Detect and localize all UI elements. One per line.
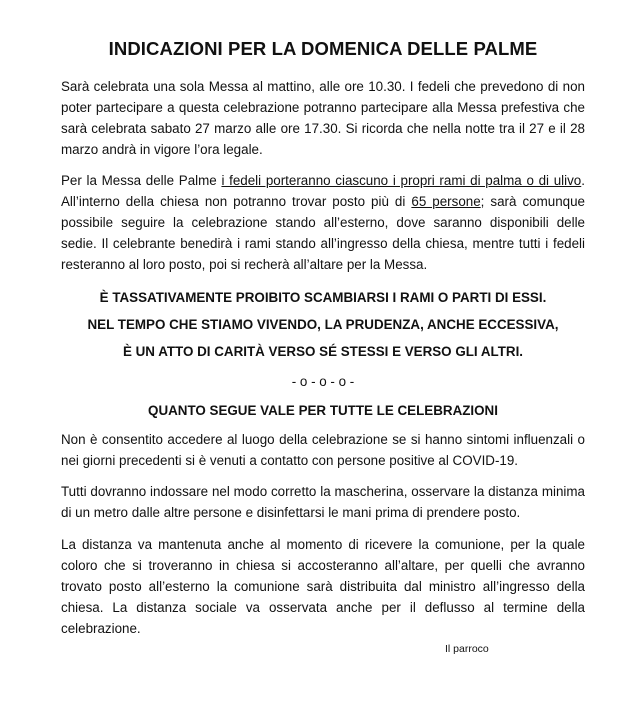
warning-line-2: NEL TEMPO CHE STIAMO VIVENDO, LA PRUDENZA, ANCHE ECCESSIVA, [87, 317, 559, 332]
paragraph-masks: Tutti dovranno indossare nel modo corretto la mascherina, osservare la distanza minima di un metro dalle altre persone e disinfettarsi le mani prima di prendere posto. [61, 484, 585, 520]
warning-line-3: È UN ATTO DI CARITÀ VERSO SÉ STESSI E VERSO GLI ALTRI. [122, 344, 524, 359]
section-subtitle: QUANTO SEGUE VALE PER TUTTE LE CELEBRAZIONI [148, 403, 498, 418]
separator: - o - o - o - [291, 374, 355, 389]
warning-line-1: È TASSATIVAMENTE PROIBITO SCAMBIARSI I RAMI O PARTI DI ESSI. [99, 290, 547, 305]
paragraph-palm-sunday [61, 170, 585, 275]
p2-underlined-branches: i fedeli porteranno ciascuno i propri rami di palma o di ulivo [221, 173, 582, 188]
p2-text-c: ; sarà comunque possibile seguire la celebrazione stando all’esterno, dove saranno disponibili delle sedie. Il celebrante benedirà i rami stando all’ingresso della chiesa, mentre tutti i fedeli resteranno al loro posto, poi si recherà all’altare per la Messa. [61, 194, 585, 272]
p2-text-b: . All’interno della chiesa non potranno trovar posto più di [61, 173, 585, 209]
p2-text-a: Per la Messa delle Palme [61, 173, 222, 188]
paragraph-mass-schedule: Sarà celebrata una sola Messa al mattino, alle ore 10.30. I fedeli che prevedono di non poter partecipare a questa celebrazione potranno partecipare alla Messa prefestiva che sarà celebrata sabato 27 marzo alle ore 17.30. Si ricorda che nella notte tra il 27 e il 28 marzo andrà in vigore l’ora legale. [61, 79, 585, 157]
document-title: INDICAZIONI PER LA DOMENICA DELLE PALME [108, 38, 538, 59]
paragraph-communion: La distanza va mantenuta anche al momento di ricevere la comunione, per la quale coloro che si troveranno in chiesa si accosteranno all’altare, per quelli che avranno trovato posto all’esterno la comunione sarà distribuita dal ministro all’ingresso della chiesa. La distanza sociale va osservata anche per il deflusso al termine della celebrazione. [61, 537, 585, 636]
p2-underlined-capacity: 65 persone [411, 194, 481, 209]
signature: Il parroco [445, 643, 489, 655]
paragraph-symptoms: Non è consentito accedere al luogo della celebrazione se si hanno sintomi influenzali o nei giorni precedenti si è venuti a contatto con persone positive al COVID-19. [61, 432, 585, 468]
